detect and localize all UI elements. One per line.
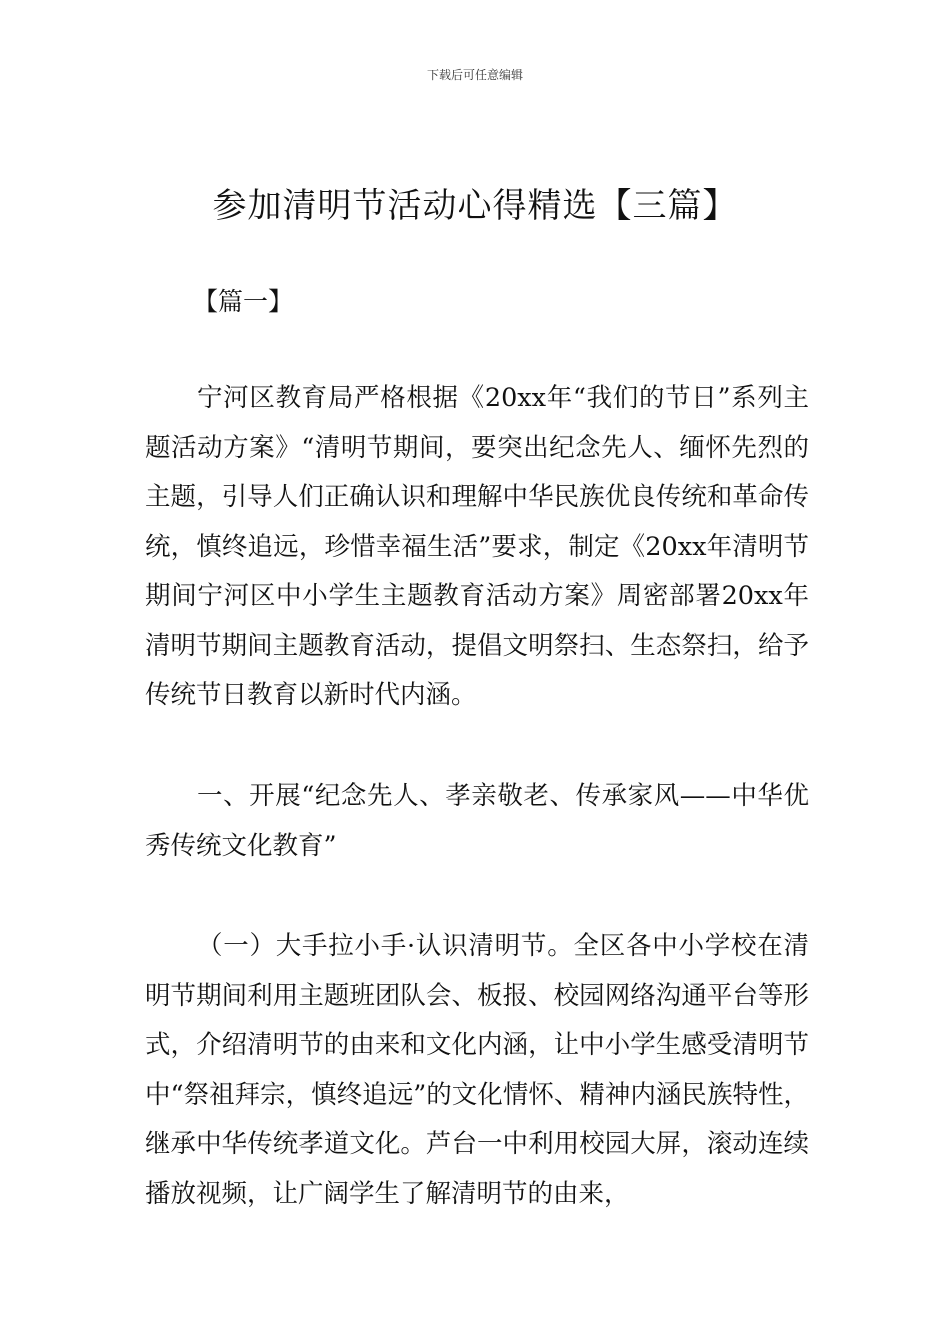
document-title: 参加清明节活动心得精选【三篇】	[212, 186, 738, 226]
header-note: 下载后可任意编辑	[426, 68, 523, 82]
body-paragraph-heading-one: 一、开展“纪念先人、孝亲敬老、传承家风——中华优秀传统文化教育”	[145, 781, 809, 861]
body-paragraph-intro: 宁河区教育局严格根据《20xx年“我们的节日”系列主题活动方案》“清明节期间，要突出纪念先人、缅怀先烈的主题，引导人们正确认识和理解中华民族优良传统和革命传统，慎终追远，珍惜幸福生活”要求，制定《20xx年清明节期间宁河区中小学生主题教育活动方案》周密部署20xx年清明节期间主题教育活动，提倡文明祭扫、生态祭扫，给予传统节日教育以新时代内涵。	[145, 383, 809, 710]
section-heading: 【篇一】	[193, 287, 294, 316]
body-paragraph-subsection-one: （一）大手拉小手·认识清明节。全区各中小学校在清明节期间利用主题班团队会、板报、校园网络沟通平台等形式，介绍清明节的由来和文化内涵，让中小学生感受清明节中“祭祖拜宗，慎终追远”的文化情怀、精神内涵民族特性，继承中华传统孝道文化。芦台一中利用校园大屏，滚动连续播放视频，让广阔学生了解清明节的由来，	[145, 931, 809, 1209]
